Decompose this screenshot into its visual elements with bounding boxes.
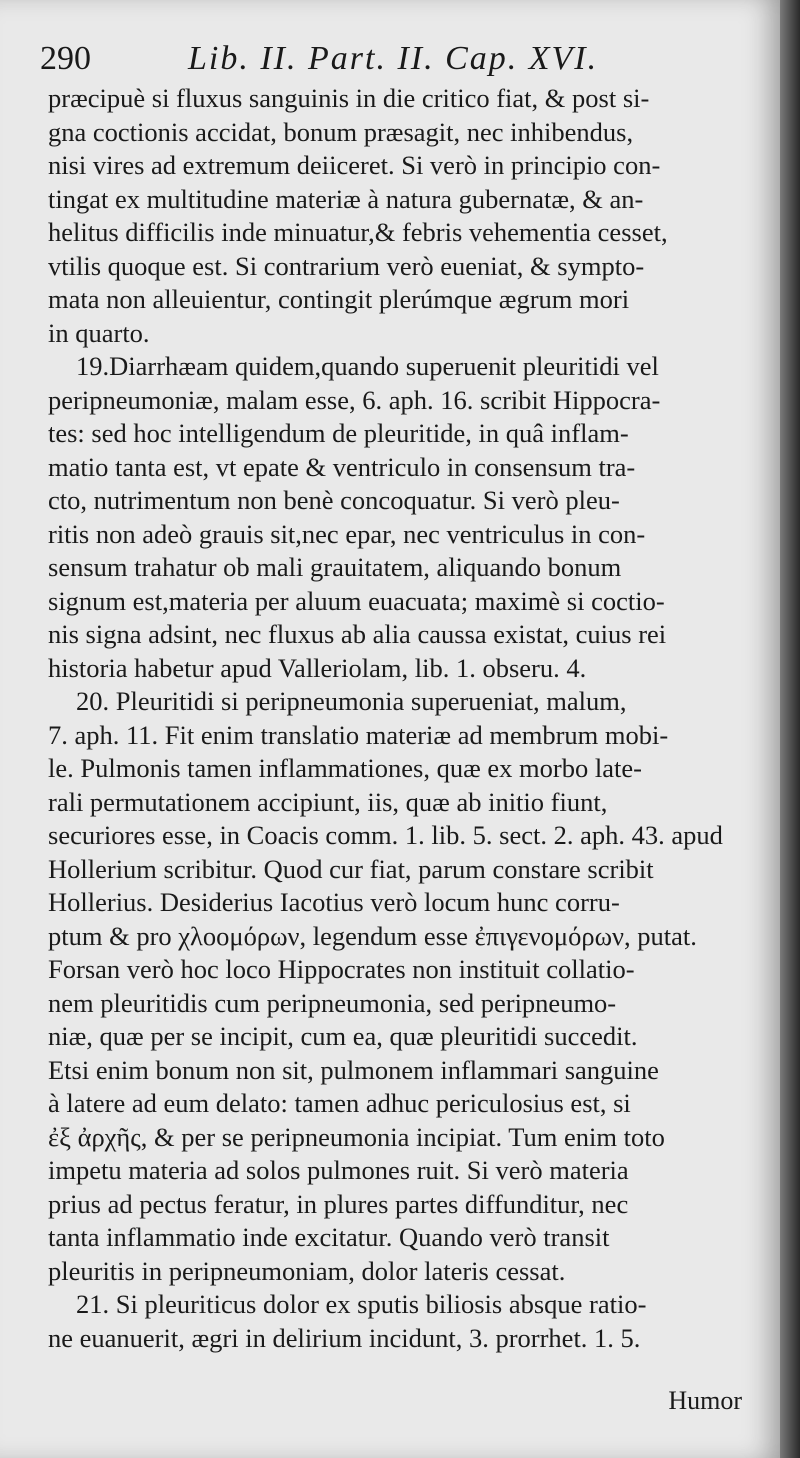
- paragraph-21-start: 21. Si pleuriticus dolor ex sputis biliosis absque ratio-: [76, 1289, 647, 1319]
- text-line: rali permutationem accipiunt, iis, quæ ab initio fiunt,: [48, 786, 608, 817]
- text-line: cto, nutrimentum non benè concoquatur. Si verò pleu-: [48, 485, 620, 515]
- text-line: Forsan verò hoc loco Hippocrates non instituit collatio-: [48, 954, 635, 984]
- page-header: [40, 40, 740, 86]
- text-line: securiores esse, in Coacis comm. 1. lib. 5. sect. 2. aph. 43. apud: [48, 820, 723, 850]
- text-line: in quarto.: [48, 317, 150, 348]
- text-line: historia habetur apud Valleriolam, lib. 1. obseru. 4.: [48, 652, 587, 683]
- text-line: ἐξ ἀρχῆς, & per se peripneumonia incipiat. Tum enim toto: [48, 1121, 665, 1152]
- text-line: sensum trahatur ob mali grauitatem, aliquando bonum: [48, 552, 622, 582]
- body-text: [48, 82, 764, 1355]
- text-line: tanta inflammatio inde excitatur. Quando verò transit: [48, 1222, 610, 1252]
- running-title: Lib. II. Part. II. Cap. XVI.: [188, 40, 599, 77]
- text-line: præcipuè si fluxus sanguinis in die critico fiat, & post si-: [48, 83, 650, 113]
- text-line: ne euanuerit, ægri in delirium incidunt, 3. prorrhet. 1. 5.: [48, 1322, 641, 1353]
- text-line: le. Pulmonis tamen inflammationes, quæ ex morbo late-: [48, 753, 642, 783]
- text-line: peripneumoniæ, malam esse, 6. aph. 16. scribit Hippocra-: [48, 384, 661, 415]
- text-line: à latere ad eum delato: tamen adhuc periculosius est, si: [48, 1088, 631, 1118]
- catchword: Humor: [668, 1386, 742, 1415]
- text-line: mata non alleuientur, contingit plerúmque ægrum mori: [48, 284, 630, 314]
- paragraph-20-start: 20. Pleuritidi si peripneumonia superueniat, malum,: [76, 686, 627, 716]
- text-line: Hollerius. Desiderius Iacotius verò locum hunc corru-: [48, 887, 620, 917]
- text-line: nisi vires ad extremum deiiceret. Si verò in principio con-: [48, 150, 661, 180]
- text-line: 7. aph. 11. Fit enim translatio materiæ ad membrum mobi-: [48, 719, 669, 750]
- page-number: 290: [40, 40, 91, 77]
- page-gutter-shadow: [780, 0, 800, 1458]
- text-line: impetu materia ad solos pulmones ruit. Si verò materia: [48, 1155, 629, 1185]
- text-line: Etsi enim bonum non sit, pulmonem inflammari sanguine: [48, 1054, 659, 1085]
- text-line: tingat ex multitudine materiæ à natura gubernatæ, & an-: [48, 183, 644, 214]
- text-line: matio tanta est, vt epate & ventriculo in consensum tra-: [48, 451, 636, 482]
- text-line: ptum & pro χλοομόρων, legendum esse ἐπιγενομόρων, putat.: [48, 920, 697, 951]
- paragraph-19-start: 19.Diarrhæam quidem,quando superuenit pleuritidi vel: [76, 351, 659, 381]
- text-line: helitus difficilis inde minuatur,& febris vehementia cesset,: [48, 217, 668, 247]
- text-line: ritis non adeò grauis sit,nec epar, nec ventriculus in con-: [48, 518, 646, 549]
- text-line: nem pleuritidis cum peripneumonia, sed peripneumo-: [48, 987, 617, 1018]
- text-line: vtilis quoque est. Si contrarium verò eueniat, & sympto-: [48, 250, 645, 281]
- text-line: tes: sed hoc intelligendum de pleuritide, in quâ inflam-: [48, 418, 629, 448]
- text-line: Hollerium scribitur. Quod cur fiat, parum constare scribit: [48, 853, 654, 884]
- text-line: prius ad pectus feratur, in plures partes diffunditur, nec: [48, 1188, 629, 1219]
- text-line: nis signa adsint, nec fluxus ab alia caussa existat, cuius rei: [48, 619, 667, 649]
- text-line: gna coctionis accidat, bonum præsagit, nec inhibendus,: [48, 116, 634, 147]
- text-line: pleuritis in peripneumoniam, dolor lateris cessat.: [48, 1255, 566, 1286]
- text-line: niæ, quæ per se incipit, cum ea, quæ pleuritidi succedit.: [48, 1021, 638, 1051]
- text-line: signum est,materia per aluum euacuata; maximè si coctio-: [48, 585, 665, 616]
